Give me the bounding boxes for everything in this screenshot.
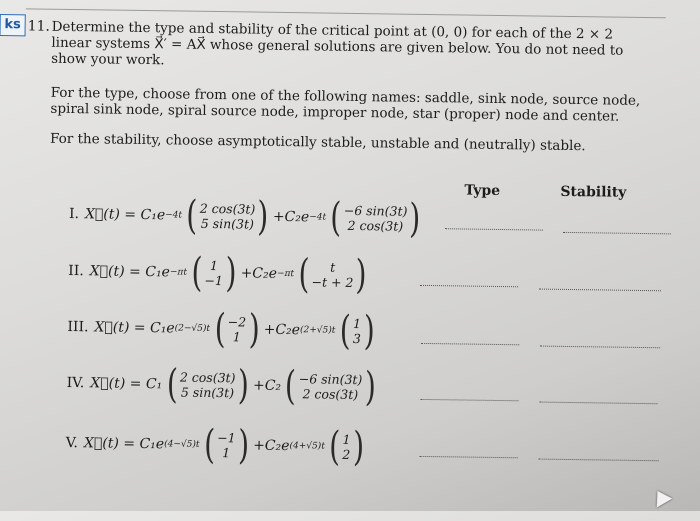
exp-2: (4+√5)t [289, 441, 325, 452]
side-tab[interactable]: ks [0, 14, 26, 36]
lhs: X⃗(t) = [90, 375, 142, 393]
vector-entry: t [330, 259, 336, 275]
exp-1: −πt [169, 267, 188, 278]
vector-1: ( −1 1 ) [203, 421, 250, 469]
vector-entry: −1 [204, 272, 224, 289]
stability-instructions: For the stability, choose asymptotically stable, unstable and (neutrally) stable. [49, 130, 586, 155]
exp-2: −4t [309, 212, 327, 223]
vector-entry: 2 cos(3t) [302, 386, 359, 403]
system-4-stability-blank[interactable] [539, 402, 657, 405]
vector-2: ( 1 2 ) [328, 423, 364, 471]
exp-1: (4−√5)t [164, 439, 200, 450]
coef-2: +C₂e [253, 437, 290, 455]
coef-1: C₁e [139, 435, 165, 453]
vector-entry: −6 sin(3t) [343, 202, 408, 219]
vector-entry: 2 cos(3t) [199, 200, 256, 217]
vector-entry: 1 [222, 445, 231, 461]
type-instructions: For the type, choose from one of the following names: saddle, sink node, source node, spiral sink node, spiral source node, improper node, star (proper) node and center. [50, 84, 641, 125]
stability-column-header: Stability [560, 183, 627, 201]
vector-2: ( −6 sin(3t) 2 cos(3t) ) [330, 194, 421, 242]
system-3-type-blank[interactable] [421, 343, 519, 345]
vector-1: ( 2 cos(3t) 5 sin(3t) ) [186, 192, 269, 240]
exp-2: (2+√5)t [299, 325, 336, 336]
coef-1: C₁ [145, 376, 163, 393]
vector-entry: 2 cos(3t) [179, 369, 236, 386]
coef-1: C₁e [145, 264, 171, 281]
vector-entry: 1 [209, 257, 218, 274]
exp-2: −πt [276, 268, 295, 280]
vector-entry: −1 [217, 430, 236, 446]
vector-entry: −2 [227, 314, 247, 330]
lhs: X⃗(t) = [94, 319, 146, 337]
type-column-header: Type [464, 182, 501, 200]
system-1-stability-blank[interactable] [563, 232, 671, 235]
top-rule [26, 8, 666, 18]
system-2-equation [68, 249, 371, 299]
question-number: 11. [27, 18, 51, 35]
lhs: X⃗(t) = [84, 206, 137, 223]
vector-2: ( t −t + 2 ) [298, 251, 368, 299]
vector-entry: 2 [342, 446, 351, 462]
system-5-type-blank[interactable] [420, 456, 518, 458]
vector-entry: 5 sin(3t) [180, 384, 235, 401]
coef-2: +C₂e [263, 321, 301, 339]
system-3-equation [67, 306, 379, 355]
system-4-type-blank[interactable] [420, 399, 518, 401]
coef-1: C₁e [140, 206, 166, 224]
vector-1: ( 2 cos(3t) 5 sin(3t) ) [166, 361, 249, 409]
system-label: III. [67, 318, 89, 336]
vector-entry: 2 cos(3t) [347, 217, 404, 234]
vector-entry: −6 sin(3t) [298, 371, 363, 388]
vector-entry: 1 [352, 315, 362, 332]
vector-entry: −t + 2 [311, 274, 354, 290]
coef-2: +C₂e [272, 208, 310, 226]
system-1-type-blank[interactable] [445, 228, 543, 230]
system-2-type-blank[interactable] [420, 285, 518, 287]
system-2-stability-blank[interactable] [539, 289, 661, 292]
system-1-equation [68, 192, 425, 242]
exp-1: −4t [165, 210, 183, 221]
exp-1: (2−√5)t [174, 323, 211, 334]
lhs: X⃗(t) = [89, 263, 141, 280]
system-label: I. [68, 205, 80, 223]
system-label: II. [68, 262, 84, 280]
coef-2: +C₂e [240, 265, 278, 282]
system-label: V. [65, 434, 79, 452]
system-3-stability-blank[interactable] [540, 346, 660, 349]
system-label: IV. [66, 374, 85, 392]
lhs: X⃗(t) = [83, 435, 136, 452]
system-5-stability-blank[interactable] [539, 459, 659, 462]
vector-1: ( 1 −1 ) [190, 249, 237, 297]
vector-entry: 1 [342, 431, 351, 447]
system-4-equation [66, 361, 380, 411]
vector-1: ( −2 1 ) [214, 306, 260, 353]
coef-2: +C₂ [252, 377, 282, 394]
vector-2: ( −6 sin(3t) 2 cos(3t) ) [285, 363, 376, 411]
vector-2: ( 1 3 ) [339, 307, 375, 355]
coef-1: C₁e [149, 320, 175, 337]
system-5-equation [65, 421, 369, 471]
vector-entry: 1 [232, 329, 241, 345]
vector-entry: 5 sin(3t) [200, 215, 255, 232]
vector-entry: 3 [352, 330, 361, 347]
question-intro: Determine the type and stability of the critical point at (0, 0) for each of the 2 × 2 linear systems X⃗′ = AX⃗ whose general solutions are given below. You do not need to show your work. [51, 18, 624, 69]
